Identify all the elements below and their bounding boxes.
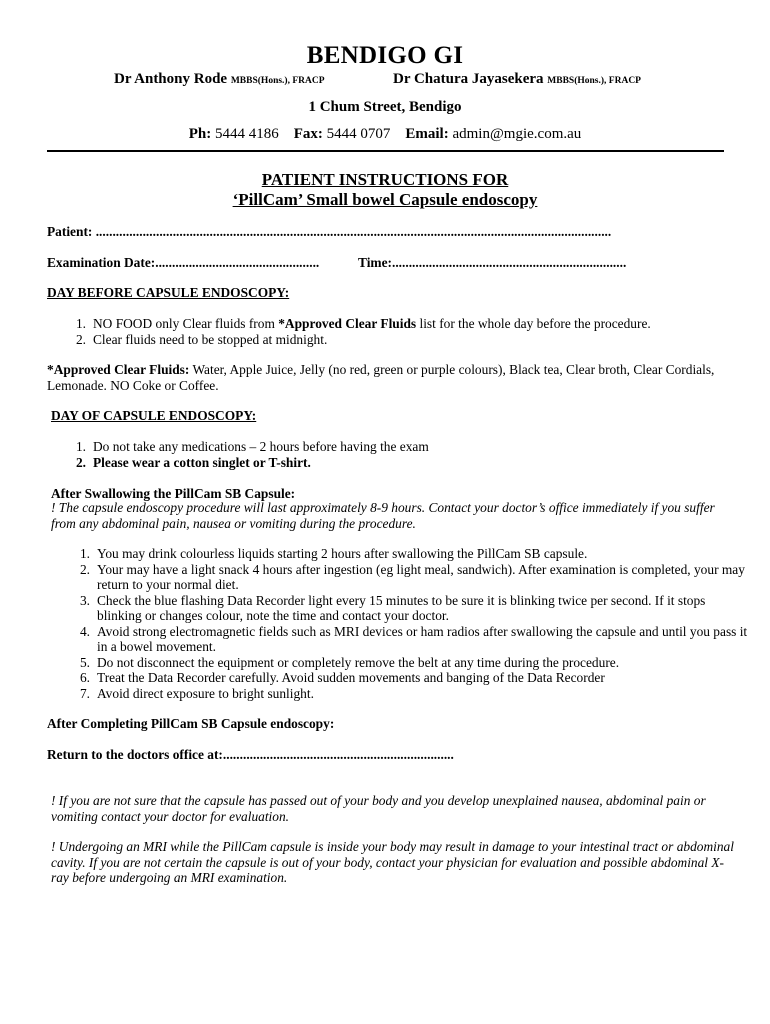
day-before-heading: DAY BEFORE CAPSULE ENDOSCOPY: <box>47 285 290 300</box>
list-item: 3. Check the blue flashing Data Recorder light every 15 minutes to be sure it is blinking twice per second. If it stops blinking or changes colour, note the time and contact your doctor. <box>79 592 706 623</box>
email-label: Email: <box>405 126 449 142</box>
list-item: 2. Your may have a light snack 4 hours after ingestion (eg light meal, sandwich). After examination is completed, your may return to your normal diet. <box>79 561 745 592</box>
clinic-title: BENDIGO GI <box>306 42 464 69</box>
after-complete-heading: After Completing PillCam SB Capsule endoscopy: <box>47 716 335 731</box>
after-swallow-list <box>79 546 753 701</box>
doctor-2 <box>393 71 641 88</box>
time-field: Time:...................................................................... <box>358 255 627 270</box>
email-address: admin@mgie.com.au <box>452 126 582 142</box>
warning-mri: ! Undergoing an MRI while the PillCam capsule is inside your body may result in damage to your intestinal tract or abdominal cavity. If you are not certain the capsule is out of your body, contact your physician for evaluation and possible abdominal X-ray before undergoing an MRI examination. <box>51 839 734 885</box>
list-item: 5. Do not disconnect the equipment or completely remove the belt at any time during the procedure. <box>79 654 620 670</box>
instructions-heading: PATIENT INSTRUCTIONS FOR <box>261 170 509 189</box>
after-swallow-heading: After Swallowing the PillCam SB Capsule: <box>51 486 296 501</box>
phone-number: 5444 4186 <box>214 126 279 142</box>
after-swallow-note: ! The capsule endoscopy procedure will last approximately 8-9 hours. Contact your doctor’s office immediately if you suffer from any abdominal pain, nausea or vomiting during the procedure. <box>51 500 715 531</box>
header-divider <box>47 150 724 152</box>
list-item: 4. Avoid strong electromagnetic fields such as MRI devices or ham radios after swallowing the capsule and until you pass it in a bowel movement. <box>79 623 748 654</box>
warning-capsule-passage: ! If you are not sure that the capsule has passed out of your body and you develop unexplained nausea, abdominal pain or vomiting contact your doctor for evaluation. <box>51 793 706 824</box>
list-item: 2. Please wear a cotton singlet or T-shirt. <box>75 454 311 470</box>
clinic-address: 1 Chum Street, Bendigo <box>308 99 462 115</box>
day-of-list <box>75 439 733 470</box>
day-before-list <box>75 316 733 347</box>
procedure-heading: ‘PillCam’ Small bowel Capsule endoscopy <box>232 190 538 209</box>
return-office-field: Return to the doctors office at:..................................................................... <box>47 747 454 762</box>
doctor-1-name: Dr Anthony Rode <box>114 71 228 87</box>
contact-line <box>0 126 770 143</box>
patient-field: Patient: .......................................................................................................................................................... <box>47 224 612 239</box>
list-item: 1. Do not take any medications – 2 hours before having the exam <box>75 439 429 454</box>
list-item: 1. You may drink colourless liquids starting 2 hours after swallowing the PillCam SB capsule. <box>79 546 588 561</box>
list-item: 6. Treat the Data Recorder carefully. Avoid sudden movements and banging of the Data Recorder <box>79 670 605 685</box>
doctor-1 <box>114 71 325 88</box>
doctor-2-name: Dr Chatura Jayasekera <box>393 71 544 87</box>
doctor-1-quals: MBBS(Hons.), FRACP <box>230 76 325 86</box>
approved-fluids-note <box>47 362 717 393</box>
fax-label: Fax: <box>293 126 323 142</box>
phone-label: Ph: <box>188 126 212 142</box>
fax-number: 5444 0707 <box>326 126 391 142</box>
list-item: 2. Clear fluids need to be stopped at midnight. <box>75 331 328 347</box>
exam-date-field: Examination Date:................................................. <box>47 255 320 270</box>
approved-fluids-text: Water, Apple Juice, Jelly (no red, green or purple colours), Black tea, Clear broth, Clear Cordials, Lemonade. NO Coke or Coffee. <box>47 362 715 393</box>
day-of-heading: DAY OF CAPSULE ENDOSCOPY: <box>51 408 257 423</box>
list-item: 1. NO FOOD only Clear fluids from *Approved Clear Fluids list for the whole day before the procedure. <box>75 316 651 331</box>
approved-fluids-label: *Approved Clear Fluids: <box>47 362 190 377</box>
doctor-2-quals: MBBS(Hons.), FRACP <box>547 76 641 86</box>
list-item: 7. Avoid direct exposure to bright sunlight. <box>79 685 314 701</box>
